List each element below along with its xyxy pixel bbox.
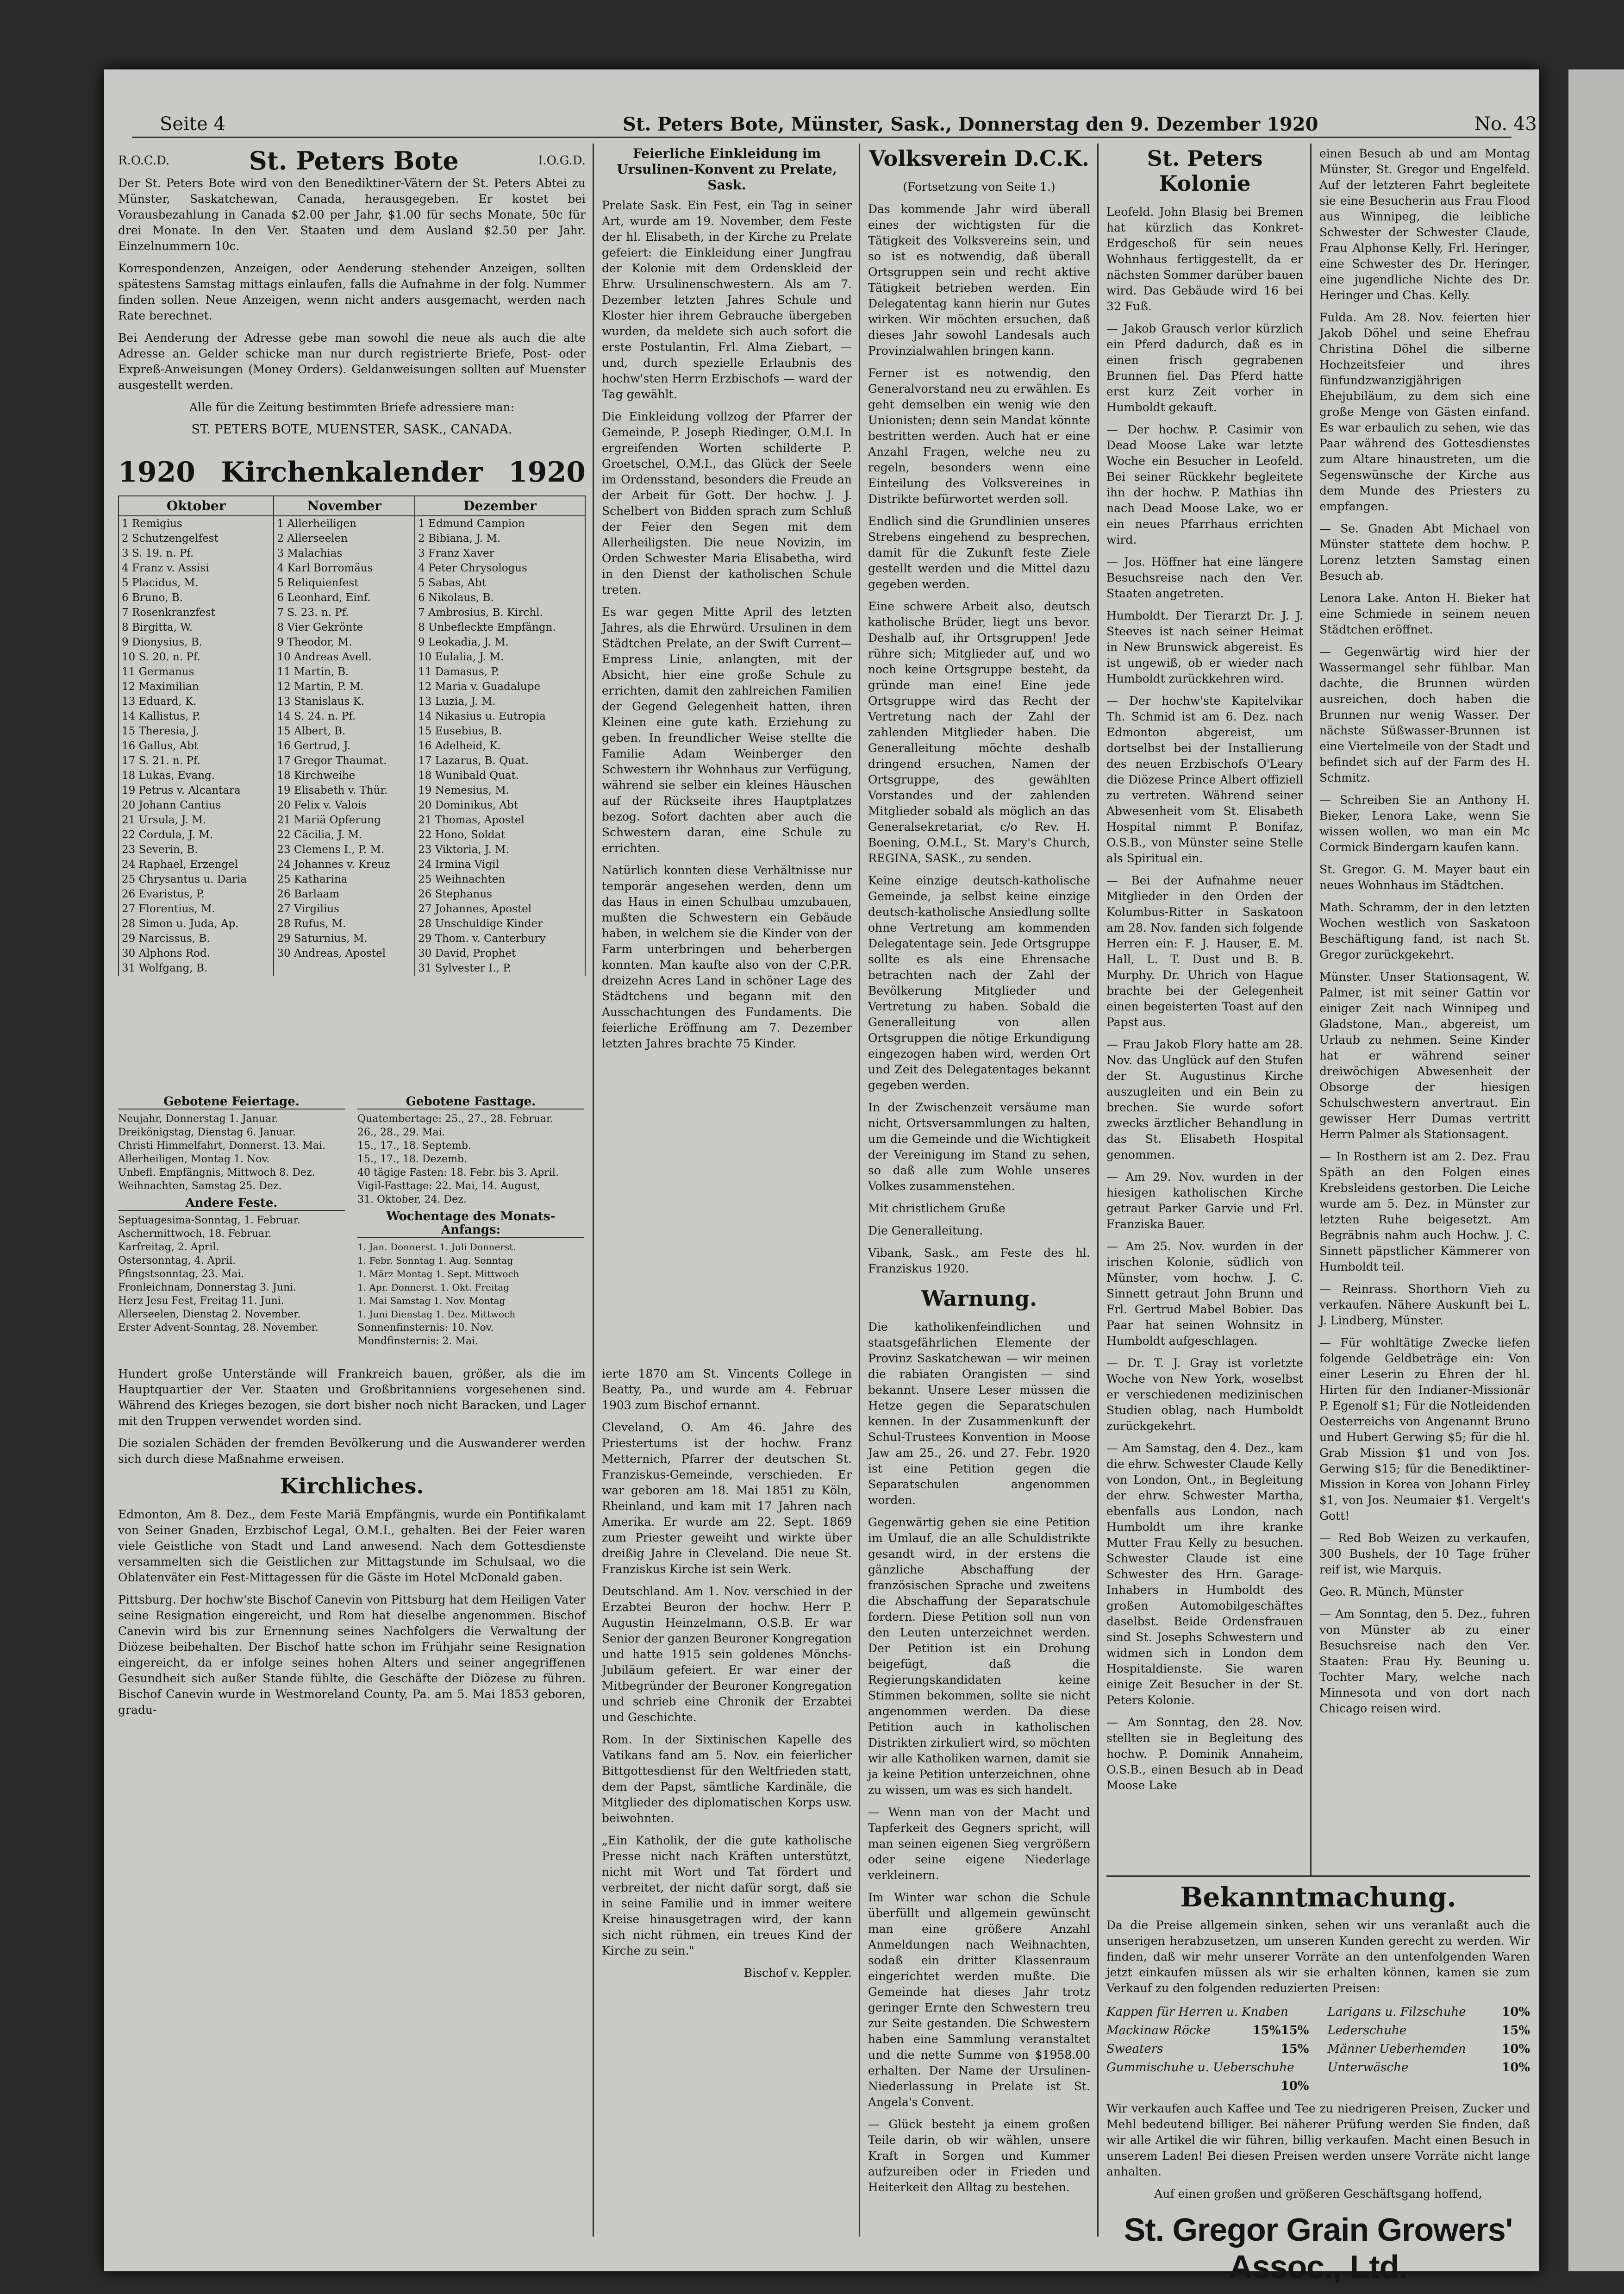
news-paragraph: — Am 29. Nov. wurden in der hiesigen katholischen Kirche getraut Parker Garvie und Frl. Franziska Bauer.	[1106, 1170, 1303, 1231]
fastday-line: 15., 17., 18. Dezemb.	[357, 1153, 468, 1165]
calendar-day: 16 Gallus, Abt	[119, 739, 274, 753]
holiday-line: Neujahr, Donnerstag 1. Januar.	[118, 1113, 279, 1125]
calendar-row	[119, 857, 585, 872]
price-item-discount: 15%	[1502, 2024, 1530, 2037]
calendar-day: 19 Nemesius, M.	[415, 783, 585, 798]
article-paragraph: Im Winter war schon die Schule überfüllt und allgemein gewünscht man eine größere Anzahl Anmeldungen nach Weihnachten, sodaß ein dritter Klassenraum eingerichtet werden mußte. Die Gemeinde hat dieses Jahr trotz geringer Ernte den Schwestern treu zur Seite gestanden. Die Schwestern haben eine Sammlung veranstaltet und die nette Summe von $1958.00 erhalten. Der Name der Ursulinen-Niederlassung in Prelate ist St. Angela's Convent.	[868, 1891, 1090, 2109]
calendar-day: 15 Eusebius, B.	[415, 724, 585, 739]
month-header: Dezember	[415, 496, 585, 516]
news-paragraph: — Am 25. Nov. wurden in der irischen Kolonie, südlich von Münster, vom hochw. J. C. Sinnett getraut John Brunn und Frl. Gertrud Mabel Bobier. Das Paar hat seinen Wohnsitz in Humboldt aufgeschlagen.	[1106, 1240, 1303, 1348]
calendar-row	[119, 531, 585, 546]
news-paragraph: Humboldt. Der Tierarzt Dr. J. J. Steeves ist nach seiner Heimat in New Brunswick abgereist. Es ist ungewiß, ob er wieder nach Humboldt zurückkehren wird.	[1106, 609, 1303, 685]
calendar-day: 6 Bruno, B.	[119, 590, 274, 605]
quote-paragraph: „Ein Katholik, der die gute katholische Presse nicht nach Kräften unterstützt, nicht mit Wort und Tat fördert und verbreitet, der nicht dafür sorgt, daß sie in seine Familie und in immer weitere Kreise hinausgetragen wird, der kann sich nicht rühmen, ein treues Kind der Kirche zu sein."	[602, 1834, 852, 1957]
calendar-row	[119, 590, 585, 605]
calendar-day	[274, 961, 415, 976]
news-paragraph: — Dr. T. J. Gray ist vorletzte Woche von New York, woselbst er verschiedenen medizinischen Studien oblag, nach Humboldt zurückgekehrt.	[1106, 1356, 1303, 1433]
column-rule	[1097, 144, 1099, 2237]
holiday-line: Aschermittwoch, 18. Februar.	[118, 1228, 272, 1240]
holiday-line: Pfingstsonntag, 23. Mai.	[118, 1268, 244, 1280]
calendar-day: 24 Irmina Vigil	[415, 857, 585, 872]
masthead-line: St. Peters Bote, Münster, Sask., Donnerstag den 9. Dezember 1920	[623, 113, 1318, 135]
price-item	[1328, 2040, 1530, 2058]
news-paragraph: — In Rosthern ist am 2. Dez. Frau Späth an den Folgen eines Krebsleidens gestorben. Die Leiche wurde am 5. Dez. in Münster zur letzten Ruhe beigesetzt. Am Begräbnis nahm auch Hochw. J. C. Sinnett päpstlicher Kämmerer von Humboldt teil.	[1319, 1150, 1530, 1273]
intro-paragraph: Alle für die Zeitung bestimmten Briefe adressiere man:	[189, 401, 515, 414]
calendar-day: 23 Severin, B.	[119, 842, 274, 857]
calendar-day: 29 Thom. v. Canterbury	[415, 931, 585, 946]
calendar-day: 16 Gertrud, J.	[274, 739, 415, 753]
calendar-row	[119, 827, 585, 842]
calendar-day: 17 Gregor Thaumat.	[274, 753, 415, 768]
price-item-label: Männer Ueberhemden	[1327, 2042, 1466, 2056]
price-item	[1106, 2040, 1309, 2058]
news-paragraph: Deutschland. Am 1. Nov. verschied in der Erzabtei Beuron der hochw. Herr P. Augustin Heinzelmann, O.S.B. Er war Senior der ganzen Beuroner Kongregation und hatte 1915 sein goldenes Mönchs-Jubiläum gefeiert. Er war einer der Mitbegründer der Beuroner Kongregation und schrieb eine Chronik der Erzabtei und Geschichte.	[602, 1585, 852, 1724]
news-paragraph: — Jos. Höffner hat eine längere Besuchsreise nach den Ver. Staaten angetreten.	[1106, 555, 1303, 600]
article-paragraph: Vibank, Sask., am Feste des hl. Franziskus 1920.	[868, 1246, 1090, 1275]
news-paragraph: — Am Sonntag, den 5. Dez., fuhren von Münster ab zu einer Besuchsreise nach den Ver. Staaten: Frau Hy. Beuning u. Tochter Mary, welche nach Minnesota und von dort nach Chicago reisen wird.	[1319, 1607, 1530, 1715]
news-paragraph: Die sozialen Schäden der fremden Bevölkerung und die Auswanderer werden sich durch diese Maßnahme erweisen.	[118, 1436, 586, 1466]
calendar-day: 27 Virgilius	[274, 902, 415, 916]
calendar-row	[119, 605, 585, 620]
holiday-line: Weihnachten, Samstag 25. Dez.	[118, 1180, 282, 1192]
price-item-discount: 15%	[1252, 2024, 1281, 2037]
calendar-day: 18 Wunibald Quat.	[415, 768, 585, 783]
col2-lower	[602, 1366, 852, 2237]
calendar-row	[119, 724, 585, 739]
article-paragraph: Die katholikenfeindlichen und staatsgefährlichen Elemente der Provinz Saskatchewan — wir meinen die rabiaten Orangisten — sind bekannt. Unsere Leser müssen die Hetze gegen die Separatschulen kennen. In der Zusammenkunft der Schul-Trustees Konvention in Moose Jaw am 25., 26. und 27. Febr. 1920 ist eine Petition gegen die Separatschulen angenommen worden.	[868, 1320, 1090, 1507]
fastday-line: Quatembertage: 25., 27., 28. Februar.	[357, 1113, 554, 1125]
holiday-line: Erster Advent-Sonntag, 28. November.	[118, 1322, 319, 1334]
col1-lower	[118, 1366, 586, 2237]
price-item-discount: 10%	[1502, 2005, 1530, 2019]
price-item-discount: 10%	[1502, 2042, 1530, 2056]
price-item	[1106, 2058, 1309, 2093]
intro-paragraph: Bei Aenderung der Adresse gebe man sowohl die neue als auch die alte Adresse an. Gelder schicke man nur durch registrierte Briefe, Post- oder Expreß-Anweisungen (Money Orders). Geldanweisungen sollten auf Muenster ausgestellt werden.	[118, 331, 586, 392]
ursulinen-article	[602, 146, 852, 1350]
calendar-row	[119, 576, 585, 590]
holiday-line: Allerseelen, Dienstag 2. November.	[118, 1309, 301, 1320]
calendar-day: 25 Chrysantus u. Daria	[119, 872, 274, 887]
calendar-day: 7 S. 23. n. Pf.	[274, 605, 415, 620]
calendar-day: 17 S. 21. n. Pf.	[119, 753, 274, 768]
closing-paragraph: — Glück besteht ja einem großen Teile darin, ob wir wählen, unsere Kraft in Sorgen und Kummer aufzureiben oder in Frieden und Heiterkeit den Alltag zu bestehen.	[868, 2118, 1090, 2194]
holidays-right: Gebotene Fasttage. Quatembertage: 25., 27., 28. Februar. 26., 28., 29. Mai. 15., 17., 18. Septemb. 15., 17., 18. Dezemb. 40 tägige Fasten: 18. Febr. bis 3. April. Vigil-Fasttage: 22. Mai, 14. August, 31. Oktober, 24. Dez. Wochentage des Monats-Anfangs: 1. Jan. Donnerst. 1. Juli Donnerst. 1. Febr. Sonntag 1. Aug. Sonntag 1. März Montag 1. Sept. Mittwoch 1. Apr. Donnerst. 1. Okt. Freitag 1. Mai Samstag 1. Nov. Montag 1. Juni Dienstag 1. Dez. Mittwoch Sonnenfinsternis: 10. Nov. Mondfinsternis: 2. Mai.	[357, 1095, 584, 1348]
calendar-day: 1 Remigius	[119, 516, 274, 531]
header-rule	[132, 137, 1512, 138]
news-paragraph: Fulda. Am 28. Nov. feierten hier Jakob Döhel und seine Ehefrau Christina Döhel die silberne Hochzeitsfeier und ihres fünfundzwanzigjährigen Ehejubiläum, zu dem sich eine große Menge von Gästen einfand. Es war erbaulich zu sehen, wie das Paar während des Gottesdienstes zum Altare hinaustreten, um die Segenswünsche der Kirche aus dem Munde des Priesters zu empfangen.	[1319, 311, 1530, 513]
calendar-day: 12 Maximilian	[119, 679, 274, 694]
calendar-day: 4 Franz v. Assisi	[119, 561, 274, 576]
fastday-line: 26., 28., 29. Mai.	[357, 1127, 445, 1138]
price-item-label: Unterwäsche	[1327, 2061, 1409, 2075]
calendar-day: 13 Stanislaus K.	[274, 694, 415, 709]
fastday-line: 15., 17., 18. Septemb.	[357, 1140, 471, 1152]
calendar-day: 6 Nikolaus, B.	[415, 590, 585, 605]
weekday-line: 1. März Montag 1. Sept. Mittwoch	[357, 1268, 519, 1279]
news-paragraph: — Reinrass. Shorthorn Vieh zu verkaufen. Nähere Auskunft bei L. J. Lindberg, Münster.	[1319, 1282, 1530, 1327]
volksverein-article	[868, 146, 1090, 2239]
ad-text: Wir verkaufen auch Kaffee und Tee zu niedrigeren Preisen, Zucker und Mehl bedeutend billiger. Bei näherer Prüfung werden Sie finden, daß wir alle Artikel die wir führen, billig verkaufen. Macht einen Besuch in unserem Laden! Bei diesen Preisen werden unsere Vorräte nicht lange anhalten.	[1106, 2102, 1530, 2178]
intro-paragraph: Der St. Peters Bote wird von den Benediktiner-Vätern der St. Peters Abtei zu Münster, Saskatchewan, Canada, herausgegeben. Er kostet bei Vorausbezahlung in Canada $2.00 per Jahr, $1.00 für sechs Monate, 50c für drei Monate. In den Ver. Staaten und dem Ausland $2.50 per Jahr. Einzelnummern 10c.	[118, 176, 586, 253]
intro-paragraph: Korrespondenzen, Anzeigen, oder Aenderung stehender Anzeigen, sollten spätestens Samstag mittags einlaufen, falls die Aufnahme in der folg. Nummer finden sollen. Neue Anzeigen, wenn nicht anders ausgemacht, werden nach Rate berechnet.	[118, 262, 586, 322]
calendar-day: 7 Rosenkranzfest	[119, 605, 274, 620]
calendar-day: 26 Stephanus	[415, 887, 585, 902]
calendar-day: 23 Viktoria, J. M.	[415, 842, 585, 857]
calendar-day: 7 Ambrosius, B. Kirchl.	[415, 605, 585, 620]
calendar-day: 14 Nikasius u. Eutropia	[415, 709, 585, 724]
calendar-day: 25 Weihnachten	[415, 872, 585, 887]
calendar-day: 21 Thomas, Apostel	[415, 813, 585, 827]
calendar-day: 8 Birgitta, W.	[119, 620, 274, 635]
calendar-row	[119, 694, 585, 709]
calendar-day: 30 Alphons Rod.	[119, 946, 274, 961]
calendar-day: 21 Mariä Opferung	[274, 813, 415, 827]
news-paragraph: — Bei der Aufnahme neuer Mitglieder in den Orden der Kolumbus-Ritter in Saskatoon am 28. Nov. fanden sich folgende Herren ein: F. J. Hauser, E. M. Hall, L. T. Dust und B. B. Murphy. Dr. Uhrich von Hague brachte bei der Gelegenheit einen begeisterten Toast auf den Papst aus.	[1106, 874, 1303, 1029]
calendar-day: 8 Unbefleckte Empfängn.	[415, 620, 585, 635]
calendar-day: 3 S. 19. n. Pf.	[119, 546, 274, 561]
holiday-line: Septuagesima-Sonntag, 1. Februar.	[118, 1215, 300, 1226]
article-paragraph: Ferner ist es notwendig, den Generalvorstand neu zu erwählen. Es geht demselben ein wenig wie den Unionisten; denn sein Mandat könnte bestritten werden. Auch hat er eine Anzahl Fragen, welche neu zu regeln, besonders wenn eine Einteilung des Volksvereines in Distrikte befürwortet werden soll.	[868, 366, 1090, 506]
paper-title: St. Peters Bote	[249, 146, 459, 175]
holiday-line: Fronleichnam, Donnerstag 3. Juni.	[118, 1282, 297, 1293]
calendar-day: 15 Albert, B.	[274, 724, 415, 739]
church-calendar-table	[118, 495, 586, 976]
fastday-line: 31. Oktober, 24. Dez.	[357, 1194, 467, 1205]
holiday-line: Karfreitag, 2. April.	[118, 1241, 219, 1253]
price-item-discount: 10%	[1502, 2061, 1530, 2075]
calendar-row	[119, 768, 585, 783]
news-paragraph: — Der hochw'ste Kapitelvikar Th. Schmid ist am 6. Dez. nach Edmonton abgereist, um dortselbst bei der Installierung des neuen Erzbischofs O'Leary die Diözese Prince Albert offiziell zu vertreten. Während seiner Abwesenheit vom St. Elisabeth Hospital nimmt P. Bonifaz, O.S.B., von Münster seine Stelle als Spiritual ein.	[1106, 694, 1303, 865]
ad-text: Da die Preise allgemein sinken, sehen wir uns veranlaßt auch die unserigen herabzusetzen, um unseren Kunden gerecht zu werden. Wir finden, daß wir mehr unserer Vorräte an den untenfolgenden Waren jetzt einkaufen müssen als wir sie erhalten können, kamen sie zum Verkauf zu den folgenden reduzierten Preisen:	[1106, 1918, 1530, 1995]
price-item-label: Sweaters	[1106, 2042, 1163, 2056]
news-paragraph: Münster. Unser Stationsagent, W. Palmer, ist mit seiner Gattin vor einiger Zeit nach Winnipeg und Gladstone, Man., abgereist, um Urlaub zu nehmen. Seine Kinder hat er während seiner dreiwöchigen Abwesenheit der Obsorge der hiesigen Schulschwestern anvertraut. Ein gewisser Herr Dumas vertritt Herrn Palmer als Stationsagent.	[1319, 970, 1530, 1141]
calendar-row	[119, 650, 585, 664]
column-rule	[859, 144, 860, 2237]
calendar-row	[119, 946, 585, 961]
calendar-day: 9 Dionysius, B.	[119, 635, 274, 650]
news-paragraph: — Se. Gnaden Abt Michael von Münster stattete dem hochw. P. Lorenz letzten Samstag einen Besuch ab.	[1319, 522, 1530, 583]
price-item-label: Kappen für Herren u. Knaben	[1106, 2005, 1288, 2019]
emblem-left: R.O.C.D.	[118, 154, 170, 168]
price-item-discount: 15%	[1280, 2042, 1309, 2056]
ad-sign: Auf einen großen und größeren Geschäftsgang hoffend,	[1154, 2187, 1482, 2200]
calendar-row	[119, 902, 585, 916]
calendar-row	[119, 546, 585, 561]
calendar-day: 26 Barlaam	[274, 887, 415, 902]
calendar-day: 28 Rufus, M.	[274, 916, 415, 931]
calendar-day: 11 Martin, B.	[274, 664, 415, 679]
holidays-left: Gebotene Feiertage. Neujahr, Donnerstag 1. Januar. Dreikönigstag, Dienstag 6. Januar. Christi Himmelfahrt, Donnerst. 13. Mai. Allerheiligen, Montag 1. Nov. Unbefl. Empfängnis, Mittwoch 8. Dez. Weihnachten, Samstag 25. Dez. Andere Feste. Septuagesima-Sonntag, 1. Februar. Aschermittwoch, 18. Februar. Karfreitag, 2. April. Ostersonntag, 4. April. Pfingstsonntag, 23. Mai. Fronleichnam, Donnerstag 3. Juni. Herz Jesu Fest, Freitag 11. Juni. Allerseelen, Dienstag 2. November. Erster Advent-Sonntag, 28. November.	[118, 1095, 345, 1335]
price-list	[1106, 2003, 1530, 2095]
news-paragraph: — Am Sonntag, den 28. Nov. stellten sie in Begleitung des hochw. P. Dominik Annaheim, O.S.B., einen Besuch ab in Dead Moose Lake	[1106, 1716, 1303, 1792]
news-paragraph: Rom. In der Sixtinischen Kapelle des Vatikans fand am 5. Nov. ein feierlicher Bittgottesdienst für den Weltfrieden statt, dem der Papst, sämtliche Kardinäle, die Mitglieder des diplomatischen Korps usw. beiwohnten.	[602, 1733, 852, 1825]
fastday-line: 40 tägige Fasten: 18. Febr. bis 3. April.	[357, 1167, 559, 1178]
ad-heading: Bekanntmachung.	[1180, 1881, 1456, 1913]
calendar-row	[119, 798, 585, 813]
month-header: November	[274, 496, 415, 516]
issue-number: No. 43	[1474, 113, 1537, 135]
calendar-day: 28 Unschuldige Kinder	[415, 916, 585, 931]
price-item	[1106, 2021, 1309, 2040]
calendar-row	[119, 620, 585, 635]
news-paragraph: ierte 1870 am St. Vincents College in Beatty, Pa., und wurde am 4. Februar 1903 zum Bischof ernannt.	[602, 1367, 852, 1412]
news-paragraph: Hundert große Unterstände will Frankreich bauen, größer, als die im Hauptquartier der Ver. Staaten und Großbritanniens vorgesehenen sind. Während des Krieges bezogen, sie dort bisher noch nicht Baracken, und Lager mit den Truppen verwendet worden sind.	[118, 1367, 586, 1428]
news-paragraph: — Der hochw. P. Casimir von Dead Moose Lake war letzte Woche ein Besucher in Leofeld. Bei seiner Rückkehr begleitete ihn der hochw. P. Mathias ihn nach Dead Moose Lake, wo er ein neues Pfarrhaus errichten wird.	[1106, 423, 1303, 546]
calendar-day: 18 Lukas, Evang.	[119, 768, 274, 783]
fastday-line: Vigil-Fasttage: 22. Mai, 14. August,	[357, 1180, 540, 1192]
price-item-label: Larigans u. Filzschuhe	[1327, 2005, 1466, 2019]
adjacent-page-edge	[1568, 69, 1624, 2271]
news-paragraph: einen Besuch ab und am Montag Münster, St. Gregor und Engelfeld. Auf der letzteren Fahrt begleitete sie eine Besucherin aus Frau Flood aus Winnipeg, die leibliche Schwester der Schwester Claude, Frau Alphonse Kelly, Frl. Heringer, eine Schwester des Dr. Heringer, eine jugendliche Nichte des Dr. Heringer und Chas. Kelly.	[1319, 147, 1530, 302]
calendar-row	[119, 783, 585, 798]
article-paragraph: Eine schwere Arbeit also, deutsch katholische Brüder, liegt uns bevor. Deshalb auf, ihr Ortsgruppen! Jede rühre sich; Mitglieder auf, und wo noch keine Ortsgruppe besteht, da gründe man eine! Eine jede Ortsgruppe wird das Recht der Vertretung nach der Zahl der zahlenden Mitglieder haben. Die Generalleitung möchte deshalb dringend ersuchen, Namen der Ortsgruppe, des gewählten Vorstandes und der zahlenden Mitglieder sobald als möglich an das Generalsekretariat, c/o Rev. H. Boening, O.M.I., St. Mary's Church, REGINA, SASK., zu senden.	[868, 600, 1090, 865]
company-name: St. Gregor Grain Growers' Assoc., Ltd.	[1124, 2212, 1513, 2285]
calendar-title: 1920 Kirchenkalender 1920	[118, 456, 586, 489]
calendar-day: 31 Sylvester I., P.	[415, 961, 585, 976]
price-item-label: Gummischuhe u. Ueberschuhe	[1106, 2061, 1294, 2075]
calendar-day: 17 Lazarus, B. Quat.	[415, 753, 585, 768]
calendar-day: 10 Andreas Avell.	[274, 650, 415, 664]
calendar-day: 27 Florentius, M.	[119, 902, 274, 916]
calendar-day: 24 Raphael, Erzengel	[119, 857, 274, 872]
calendar-row	[119, 561, 585, 576]
calendar-day: 9 Leokadia, J. M.	[415, 635, 585, 650]
calendar-day: 3 Franz Xaver	[415, 546, 585, 561]
article-paragraph: Das kommende Jahr wird überall eines der wichtigsten für die Tätigkeit des Volksvereins sein, und so ist es notwendig, daß überall Ortsgruppen sein und recht aktive Tätigkeit betrieben werden. Ein Delegatentag kann hierin nur Gutes wirken. Wir möchten ersuchen, daß dieses Jahr sowohl Landesals auch Provinzialwahlen bringen kann.	[868, 202, 1090, 357]
address-line: ST. PETERS BOTE, MUENSTER, SASK., CANADA.	[191, 422, 512, 437]
price-item	[1328, 2058, 1530, 2077]
calendar-day: 25 Katharina	[274, 872, 415, 887]
emblem-right: I.O.G.D.	[538, 154, 586, 168]
holiday-line: Dreikönigstag, Dienstag 6. Januar.	[118, 1127, 296, 1138]
article-heading: Feierliche Einkleidung im Ursulinen-Konvent zu Prelate, Sask.	[617, 146, 837, 193]
price-item	[1328, 2021, 1530, 2040]
eclipse-line: Sonnenfinsternis: 10. Nov.	[357, 1322, 494, 1334]
calendar-day: 9 Theodor, M.	[274, 635, 415, 650]
calendar-day: 23 Clemens I., P. M.	[274, 842, 415, 857]
news-paragraph: Pittsburg. Der hochw'ste Bischof Canevin von Pittsburg hat dem Heiligen Vater seine Resignation eingereicht, und Rom hat dieselbe angenommen. Bischof Canevin wird bis zur Ernennung seines Nachfolgers die Verwaltung der Diözese beibehalten. Der Bischof hatte schon im Frühjahr seine Resignation eingereicht, da er infolge seines hohen Alters und seiner angegriffenen Gesundheit sich außer Stande fühlte, die Geschäfte der Diözese zu führen. Bischof Canevin wurde in Westmoreland County, Pa. am 5. Mai 1853 geboren, gradu-	[118, 1593, 586, 1717]
calendar-row	[119, 842, 585, 857]
newspaper-page	[104, 69, 1539, 2285]
calendar-day: 10 Eulalia, J. M.	[415, 650, 585, 664]
news-paragraph: — Für wohltätige Zwecke liefen folgende Geldbeträge ein: Von einer Leserin zu Ehren der hl. Hirten für den Indianer-Missionär P. Egenolf $1; Für die Notleidenden Oesterreichs von Angenannt Bruno und Hubert Gerwing $5; für die hl. Grab Mission $1 und von Jos. Gerwing $15; für die Benediktiner-Mission in Korea von Johann Firley $1, von Jos. Neumaier $1. Vergelt's Gott!	[1319, 1336, 1530, 1523]
holiday-line: Ostersonntag, 4. April.	[118, 1255, 236, 1266]
column-rule	[593, 1357, 594, 2237]
calendar-row	[119, 679, 585, 694]
calendar-day: 18 Kirchweihe	[274, 768, 415, 783]
weekday-line: 1. Febr. Sonntag 1. Aug. Sonntag	[357, 1255, 513, 1266]
kolonie-article	[1106, 146, 1303, 1868]
calendar-row	[119, 931, 585, 946]
calendar-day: 1 Allerheiligen	[274, 516, 415, 531]
article-paragraph: Mit christlichem Gruße	[868, 1202, 1006, 1215]
calendar-day: 10 S. 20. n. Pf.	[119, 650, 274, 664]
calendar-day: 14 Kallistus, P.	[119, 709, 274, 724]
calendar-day: 22 Cäcilia, J. M.	[274, 827, 415, 842]
weekday-line: 1. Jan. Donnerst. 1. Juli Donnerst.	[357, 1241, 516, 1253]
calendar-day: 24 Johannes v. Kreuz	[274, 857, 415, 872]
holiday-line: Unbefl. Empfängnis, Mittwoch 8. Dez.	[118, 1167, 315, 1178]
article-paragraph: Die Generalleitung.	[868, 1224, 983, 1237]
calendar-day: 30 Andreas, Apostel	[274, 946, 415, 961]
calendar-day: 11 Damasus, P.	[415, 664, 585, 679]
calendar-day: 29 Saturnius, M.	[274, 931, 415, 946]
price-item-label: Lederschuhe	[1327, 2024, 1407, 2037]
news-paragraph: Leofeld. John Blasig bei Bremen hat kürzlich das Konkret-Erdgeschoß für sein neues Wohnhaus fertiggestellt, da er nächsten Sommer darüber bauen wird. Das Gebäude wird 16 bei 32 Fuß.	[1106, 205, 1303, 313]
calendar-day: 20 Dominikus, Abt	[415, 798, 585, 813]
calendar-day: 22 Cordula, J. M.	[119, 827, 274, 842]
price-item-discount: 15%	[1280, 2024, 1309, 2037]
calendar-day: 19 Elisabeth v. Thür.	[274, 783, 415, 798]
calendar-day: 12 Maria v. Guadalupe	[415, 679, 585, 694]
calendar-day: 4 Peter Chrysologus	[415, 561, 585, 576]
article-paragraph: Prelate Sask. Ein Fest, ein Tag in seiner Art, wurde am 19. November, dem Feste der hl. Elisabeth, in der Kirche zu Prelate gefeiert: die Einkleidung einer Jungfrau der Kolonie mit dem Ordenskleid der Ehrw. Ursulinenschwestern. Als am 7. Dezember letzten Jahres Schule und Kloster hier ihrem Gebrauche übergeben wurden, da meldete sich auch sofort die erste Postulantin, Frl. Alma Ziebart, — und, durch spezielle Erlaubnis des hochw'sten Herrn Erzbischofs — ward der Tag gewählt.	[602, 199, 852, 401]
article-paragraph: In der Zwischenzeit versäume man nicht, Ortsversammlungen zu halten, um die Gemeinde und die Wichtigkeit der Vereinigung im Stand zu sehen, so daß alle zum Wohle unseres Volkes zusammenstehen.	[868, 1101, 1090, 1193]
news-paragraph: St. Gregor. G. M. Mayer baut ein neues Wohnhaus im Städtchen.	[1319, 863, 1530, 892]
calendar-row	[119, 887, 585, 902]
calendar-day: 11 Germanus	[119, 664, 274, 679]
eclipse-line: Mondfinsternis: 2. Mai.	[357, 1335, 479, 1347]
publisher-box	[118, 146, 586, 451]
quote-author: Bischof v. Keppler.	[743, 1966, 852, 1980]
calendar-day: 3 Malachias	[274, 546, 415, 561]
calendar-day: 12 Martin, P. M.	[274, 679, 415, 694]
calendar-row	[119, 516, 585, 531]
calendar-day: 5 Reliquienfest	[274, 576, 415, 590]
calendar-day: 4 Karl Borromäus	[274, 561, 415, 576]
section-heading: Kirchliches.	[280, 1473, 424, 1498]
article-subtitle: (Fortsetzung von Seite 1.)	[903, 180, 1056, 194]
calendar-day: 16 Adelheid, K.	[415, 739, 585, 753]
news-paragraph: Edmonton, Am 8. Dez., dem Feste Mariä Empfängnis, wurde ein Pontifikalamt von Seiner Gnaden, Erzbischof Legal, O.M.I., gehalten. Bei der Feier waren viele Geistliche von Stadt und Land anwesend. Nach dem Gottesdienste versammelten sich die Geistlichen zur Mittagstunde im Schulsaal, wo die Oblatenväter ein Fest-Mittagessen für die Gäste im Hotel McDonald gaben.	[118, 1508, 586, 1584]
news-paragraph: — Am Samstag, den 4. Dez., kam die ehrw. Schwester Claude Kelly von London, Ont., in Begleitung der ehrw. Schwester Martha, ebenfalls aus London, nach Humboldt um ihre kranke Mutter Frau Kelly zu besuchen. Schwester Claude ist eine Schwester des Hrn. Garage-Inhabers in Humboldt des großen Automobilgeschäftes daselbst. Beide Ordensfrauen sind St. Josephs Schwestern und widmen sich in London dem Hospitaldienste. Sie waren einige Zeit Besucher in der St. Peters Kolonie.	[1106, 1442, 1303, 1707]
calendar-day: 6 Leonhard, Einf.	[274, 590, 415, 605]
news-paragraph: Lenora Lake. Anton H. Bieker hat eine Schmiede in seinem neuen Städtchen eröffnet.	[1319, 591, 1530, 636]
article-paragraph: — Wenn man von der Macht und Tapferkeit des Gegners spricht, will man seinen eigenen Sieg vergrößern oder seine eigene Niederlage verkleinern.	[868, 1805, 1090, 1882]
calendar-day: 29 Narcissus, B.	[119, 931, 274, 946]
bekanntmachung-ad	[1106, 1875, 1530, 2285]
news-paragraph: Cleveland, O. Am 46. Jahre des Priestertums ist der hochw. Franz Metternich, Pfarrer der deutschen St. Franziskus-Gemeinde, verschieden. Er war geboren am 18. Mai 1851 zu Köln, Rheinland, und kam mit 17 Jahren nach Amerika. Er wurde am 22. Sept. 1869 zum Priester geweiht und wirkte über dreißig Jahre in Cleveland. Die neue St. Franziskus Kirche ist sein Werk.	[602, 1421, 852, 1576]
price-item-discount: 10%	[1280, 2079, 1309, 2093]
article-paragraph: Gegenwärtig gehen sie eine Petition im Umlauf, die an alle Schuldistrikte gesandt wird, in der erstens die gänzliche Abschaffung der französischen Sprache und zweitens die Abschaffung der Separatschule fordern. Diese Petition soll nun von den Leuten unterzeichnet werden. Der Petition ist ein Drohung beigefügt, daß die Regierungskandidaten keine Stimmen bekommen, sollte sie nicht angenommen werden. Da diese Petition auch in katholischen Distrikten zirkuliert wird, so möchten wir alle Katholiken warnen, damit sie ja keine Petition unterzeichnen, ohne zu wissen, um was es sich handelt.	[868, 1516, 1090, 1797]
article-paragraph: Keine einzige deutsch-katholische Gemeinde, ja selbst keine einzige deutsch-katholische Ansiedlung sollte ohne Vertretung am kommenden Delegatentage sein. Jede Ortsgruppe sollte es als eine Ehrensache betrachten nach der Zahl der Bevölkerung Mitglieder und Vertretung zu haben. Sobald die Generalleitung von allen Ortsgruppen die nötige Erkundigung eingezogen haben wird, werden Ort und Zeit des Delegatentages bekannt gegeben werden.	[868, 874, 1090, 1092]
news-paragraph: Geo. R. Münch, Münster	[1319, 1585, 1464, 1598]
calendar-day: 31 Wolfgang, B.	[119, 961, 274, 976]
calendar-day: 27 Johannes, Apostel	[415, 902, 585, 916]
calendar-day: 13 Luzia, J. M.	[415, 694, 585, 709]
column-rule	[1310, 144, 1312, 1875]
calendar-day: 22 Hono, Soldat	[415, 827, 585, 842]
calendar-day: 2 Allerseelen	[274, 531, 415, 546]
article-heading: St. Peters Kolonie	[1147, 146, 1263, 196]
article-paragraph: Natürlich konnten diese Verhältnisse nur temporär angesehen werden, denn um das Haus in einen Schulbau umzubauen, mußten die Schwestern ein Gebäude haben, in welchem sie die Kinder von der Farm unterbringen und beherbergen konnten. Man kaufte also von der C.P.R. dreizehn Acres Land in schöner Lage des Städtchens und begann mit den Ausschachtungen des Fundaments. Die feierliche Eröffnung am 7. Dezember letzten Jahres brachte 75 Kinder.	[602, 864, 852, 1050]
calendar-row	[119, 813, 585, 827]
calendar-day: 28 Simon u. Juda, Ap.	[119, 916, 274, 931]
weekday-line: 1. Juni Dienstag 1. Dez. Mittwoch	[357, 1309, 516, 1320]
calendar-day: 5 Sabas, Abt	[415, 576, 585, 590]
article-paragraph: Es war gegen Mitte April des letzten Jahres, als die Ehrwürd. Ursulinen in dem Städtchen Prelate, an der Swift Current—Empress Linie, anlangten, mit der Absicht, hier eine große Schule zu errichten, damit den zahlreichen Familien der Gegend Gelegenheit hatten, ihren Kleinen eine gute kath. Erziehung zu geben. In freundlicher Weise stellte die Familie Adam Weinberger den Schwestern ihr Wohnhaus zur Verfügung, während sie selber ein kleines Häuschen auf der Rückseite ihres Hauptplatzes bezog. Sofort dachten aber auch die Schwestern daran, eine Schule zu errichten.	[602, 605, 852, 855]
calendar-row	[119, 635, 585, 650]
calendar-row	[119, 753, 585, 768]
news-paragraph: — Jakob Grausch verlor kürzlich ein Pferd dadurch, daß es in einen frisch gegrabenen Brunnen fiel. Das Pferd hatte erst kurz Zeit vorher in Humboldt gekauft.	[1106, 322, 1303, 414]
price-item-label: Mackinaw Röcke	[1106, 2024, 1211, 2037]
news-paragraph: Math. Schramm, der in den letzten Wochen westlich von Saskatoon Beschäftigung fand, ist nach St. Gregor zurückgekehrt.	[1319, 901, 1530, 961]
holidays-box	[118, 1095, 586, 1348]
news-paragraph: — Gegenwärtig wird hier der Wassermangel sehr fühlbar. Man dachte, die Brunnen würden ausreichen, doch haben die Brunnen nur wenig Wasser. Der nächste Süßwasser-Brunnen ist eine Viertelmeile von der Stadt und befindet sich auf der Farm des H. Schmitz.	[1319, 645, 1530, 784]
news-paragraph: — Red Bob Weizen zu verkaufen, 300 Bushels, der 10 Tage früher reif ist, wie Marquis.	[1319, 1531, 1530, 1576]
holiday-line: Christi Himmelfahrt, Donnerst. 13. Mai.	[118, 1140, 326, 1152]
calendar-row	[119, 916, 585, 931]
calendar-day: 5 Placidus, M.	[119, 576, 274, 590]
calendar-day: 21 Ursula, J. M.	[119, 813, 274, 827]
holiday-line: Herz Jesu Fest, Freitag 11. Juni.	[118, 1295, 284, 1307]
calendar-row	[119, 739, 585, 753]
calendar-row	[119, 664, 585, 679]
weekday-line: 1. Apr. Donnerst. 1. Okt. Freitag	[357, 1282, 510, 1293]
calendar-row	[119, 872, 585, 887]
article-heading: Warnung.	[921, 1286, 1037, 1311]
calendar-day: 20 Johann Cantius	[119, 798, 274, 813]
calendar-day: 19 Petrus v. Alcantara	[119, 783, 274, 798]
calendar-day: 2 Bibiana, J. M.	[415, 531, 585, 546]
news-paragraph: — Schreiben Sie an Anthony H. Bieker, Lenora Lake, wenn Sie wissen wollen, wo man ein Mc Cormick Bindergarn kaufen kann.	[1319, 793, 1530, 854]
calendar-day: 26 Evaristus, P.	[119, 887, 274, 902]
calendar-row	[119, 709, 585, 724]
calendar-day: 15 Theresia, J.	[119, 724, 274, 739]
news-paragraph: — Frau Jakob Flory hatte am 28. Nov. das Unglück auf den Stufen der St. Augustinus Kirche auszugleiten und ein Bein zu brechen. Sie wurde sofort zwecks ärztlicher Behandlung in das St. Elisabeth Hospital genommen.	[1106, 1038, 1303, 1161]
article-paragraph: Endlich sind die Grundlinien unseres Strebens eingehend zu besprechen, damit für die Zukunft feste Ziele gestellt werden und die Mittel dazu gegeben werden.	[868, 514, 1090, 591]
holiday-line: Allerheiligen, Montag 1. Nov.	[118, 1153, 270, 1165]
kolonie-continued	[1319, 146, 1530, 1868]
calendar-day: 30 David, Prophet	[415, 946, 585, 961]
calendar-day: 8 Vier Gekrönte	[274, 620, 415, 635]
article-paragraph: Die Einkleidung vollzog der Pfarrer der Gemeinde, P. Joseph Riedinger, O.M.I. In ergreifenden Worten schilderte P. Groetschel, O.M.I., das Glück der Seele im Ordensstand, besonders die Freude an der Arbeit für Gott. Der hochw. J. J. Schelbert von Bidden sprach zum Schluß der Feier den Segen mit dem Allerheiligsten. Die neue Novizin, im Orden Schwester Maria Elisabetha, wird in den Dienst der katholischen Schule treten.	[602, 410, 852, 596]
month-header: Oktober	[119, 496, 274, 516]
calendar-day: 14 S. 24. n. Pf.	[274, 709, 415, 724]
calendar-day: 2 Schutzengelfest	[119, 531, 274, 546]
calendar-row	[119, 961, 585, 976]
article-heading: Volksverein D.C.K.	[869, 146, 1089, 171]
calendar-day: 13 Eduard, K.	[119, 694, 274, 709]
page-label: Seite 4	[160, 113, 225, 135]
column-rule	[593, 144, 594, 1357]
calendar-day: 1 Edmund Campion	[415, 516, 585, 531]
weekday-line: 1. Mai Samstag 1. Nov. Montag	[357, 1295, 506, 1306]
price-item	[1328, 2003, 1530, 2021]
calendar-day: 20 Felix v. Valois	[274, 798, 415, 813]
